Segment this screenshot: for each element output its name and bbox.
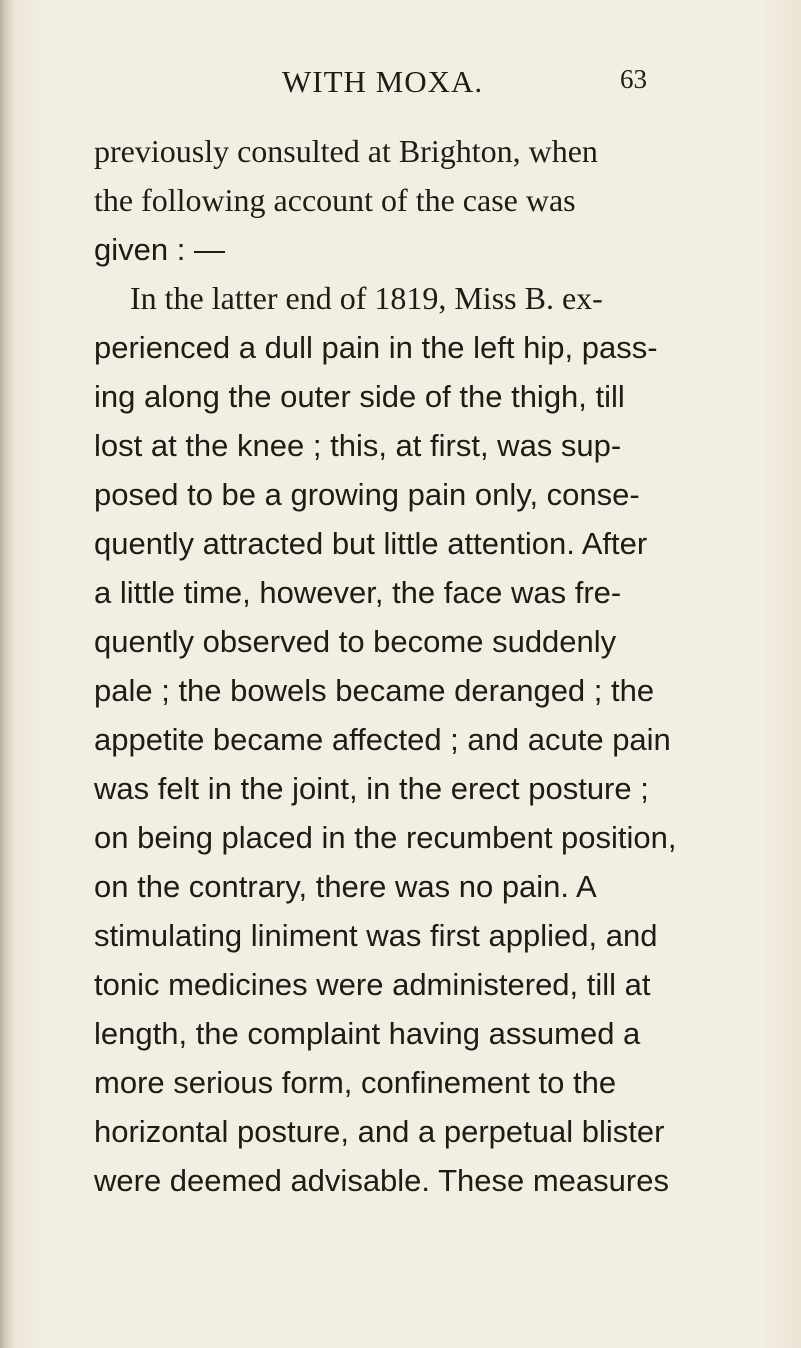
- text-line: quently attracted but little attention. After: [94, 526, 648, 561]
- text-line: stimulating liniment was first applied, and: [94, 918, 658, 953]
- text-line: more serious form, confinement to the: [94, 1065, 617, 1100]
- text-line: ing along the outer side of the thigh, till: [94, 379, 625, 414]
- text-line: the following account of the case was: [94, 182, 576, 218]
- text-line: on being placed in the recumbent position,: [94, 820, 677, 855]
- page-binding-edge: [0, 0, 14, 1348]
- text-line: pale ; the bowels became deranged ; the: [94, 673, 655, 708]
- text-line: a little time, however, the face was fre-: [94, 575, 622, 610]
- running-head-title: WITH MOXA.: [282, 64, 484, 99]
- text-line: appetite became affected ; and acute pain: [94, 722, 671, 757]
- text-line: quently observed to become suddenly: [94, 624, 617, 659]
- text-line: were deemed advisable. These measures: [94, 1163, 669, 1198]
- text-line: on the contrary, there was no pain. A: [94, 869, 597, 904]
- text-line: horizontal posture, and a perpetual blister: [94, 1114, 665, 1149]
- running-head: [0, 56, 801, 106]
- text-line: posed to be a growing pain only, conse-: [94, 477, 640, 512]
- text-line: lost at the knee ; this, at first, was sup-: [94, 428, 622, 463]
- text-line: was felt in the joint, in the erect posture ;: [94, 771, 649, 806]
- text-line: In the latter end of 1819, Miss B. ex-: [130, 280, 603, 316]
- text-line: length, the complaint having assumed a: [94, 1016, 641, 1051]
- text-line: previously consulted at Brighton, when: [94, 133, 598, 169]
- page-number: 63: [620, 64, 647, 94]
- body-text: [94, 127, 677, 1205]
- text-line: perienced a dull pain in the left hip, pass-: [94, 330, 658, 365]
- text-line: given : —: [94, 232, 225, 267]
- text-line: tonic medicines were administered, till at: [94, 967, 651, 1002]
